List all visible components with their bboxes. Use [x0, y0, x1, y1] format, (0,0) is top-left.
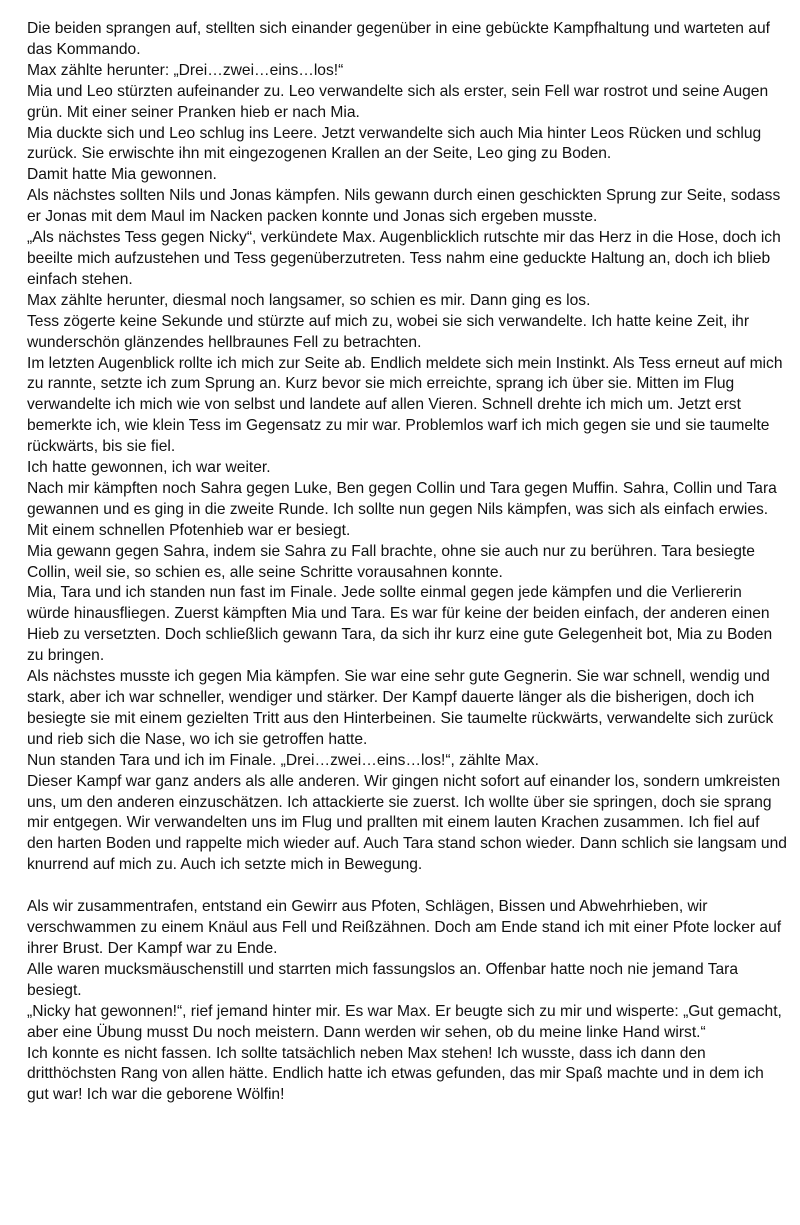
paragraph: Im letzten Augenblick rollte ich mich zur Seite ab. Endlich meldete sich mein Instinkt. Als Tess erneut auf mich zu rannte, setzte ich zum Sprung an. Kurz bevor sie mich erreichte, sprang ich über sie. Mitten im Flug verwandelte ich mich wie von selbst und landete auf allen Vieren. Schnell drehte ich mich um. Jetzt erst bemerkte ich, wie klein Tess im Gegensatz zu mir war. Problemlos warf ich mich gegen sie und sie taumelte rückwärts, bis sie fiel.	[27, 354, 783, 456]
paragraph: „Als nächstes Tess gegen Nicky“, verkündete Max. Augenblicklich rutschte mir das Herz in die Hose, doch ich beeilte mich aufzustehen und Tess gegenüberzutreten. Tess nahm eine geduckte Haltung an, doch ich blieb einfach stehen.	[27, 229, 781, 288]
paragraph: Dieser Kampf war ganz anders als alle anderen. Wir gingen nicht sofort auf einander los, sondern umkreisten uns, um den anderen einzuschätzen. Ich attackierte sie zuerst. Ich wollte über sie springen, doch sie sprang mir entgegen. Wir verwandelten uns im Flug und prallten mit einem lauten Krachen zusammen. Ich fiel auf den harten Boden und rappelte mich wieder auf. Auch Tara stand schon wieder. Dann schlich sie langsam und knurrend auf mich zu. Auch ich setzte mich in Bewegung.	[27, 772, 787, 874]
paragraph: Als nächstes musste ich gegen Mia kämpfen. Sie war eine sehr gute Gegnerin. Sie war schnell, wendig und stark, aber ich war schneller, wendiger und stärker. Der Kampf dauerte länger als die bisherigen, doch ich besiegte sie mit einem gezielten Tritt aus den Hinterbeinen. Sie taumelte rückwärts, verwandelte sich zurück und rieb sich die Nase, wo ich sie getroffen hatte.	[27, 668, 774, 748]
paragraph: Mia gewann gegen Sahra, indem sie Sahra zu Fall brachte, ohne sie auch nur zu berühren. Tara besiegte Collin, weil sie, so schien es, alle seine Schritte vorausahnen konnte.	[27, 542, 755, 581]
paragraph: Mia und Leo stürzten aufeinander zu. Leo verwandelte sich als erster, sein Fell war rostrot und seine Augen grün. Mit einer seiner Pranken hieb er nach Mia.	[27, 82, 769, 121]
paragraph: Die beiden sprangen auf, stellten sich einander gegenüber in eine gebückte Kampfhaltung und warteten auf das Kommando.	[27, 20, 770, 58]
paragraph: Nun standen Tara und ich im Finale. „Drei…zwei…eins…los!“, zählte Max.	[27, 751, 539, 769]
paragraph: Mia duckte sich und Leo schlug ins Leere. Jetzt verwandelte sich auch Mia hinter Leos Rücken und schlug zurück. Sie erwischte ihn mit eingezogenen Krallen an der Seite, Leo ging zu Boden.	[27, 124, 762, 163]
paragraph: Tess zögerte keine Sekunde und stürzte auf mich zu, wobei sie sich verwandelte. Ich hatte keine Zeit, ihr wunderschön glänzendes hellbraunes Fell zu betrachten.	[27, 312, 750, 351]
paragraph: Mia, Tara und ich standen nun fast im Finale. Jede sollte einmal gegen jede kämpfen und die Verliererin würde hinausfliegen. Zuerst kämpften Mia und Tara. Es war für keine der beiden einfach, der anderen einen Hieb zu versetzten. Doch schließlich gewann Tara, da sich ihr kurz eine gute Gelegenheit bot, Mia zu Boden zu bringen.	[27, 584, 773, 665]
paragraph: Ich hatte gewonnen, ich war weiter.	[27, 459, 271, 477]
paragraph: Alle waren mucksmäuschenstill und starrten mich fassungslos an. Offenbar hatte noch nie jemand Tara besiegt.	[27, 960, 739, 999]
paragraph: Max zählte herunter, diesmal noch langsamer, so schien es mir. Dann ging es los.	[27, 291, 591, 309]
paragraph: Max zählte herunter: „Drei…zwei…eins…los!“	[27, 61, 344, 79]
paragraph: Ich konnte es nicht fassen. Ich sollte tatsächlich neben Max stehen! Ich wusste, dass ich dann den dritthöchsten Rang von allen hätte. Endlich hatte ich etwas gefunden, das mir Spaß machte und in dem ich gut war! Ich war die geborene Wölfin!	[27, 1044, 764, 1104]
paragraph: „Nicky hat gewonnen!“, rief jemand hinter mir. Es war Max. Er beugte sich zu mir und wisperte: „Gut gemacht, aber eine Übung musst Du noch meistern. Dann werden wir sehen, ob du meine linke Hand wirst.“	[27, 1002, 782, 1041]
paragraph: Nach mir kämpften noch Sahra gegen Luke, Ben gegen Collin und Tara gegen Muffin. Sahra, Collin und Tara gewannen und es ging in die zweite Runde. Ich sollte nun gegen Nils kämpfen, was sich als einfach erwies. Mit einem schnellen Pfotenhieb war er besiegt.	[27, 479, 777, 539]
paragraph: Als nächstes sollten Nils und Jonas kämpfen. Nils gewann durch einen geschickten Sprung zur Seite, sodass er Jonas mit dem Maul im Nacken packen konnte und Jonas sich ergeben musste.	[27, 187, 781, 226]
paragraph: Damit hatte Mia gewonnen.	[27, 166, 217, 184]
paragraph: Als wir zusammentrafen, entstand ein Gewirr aus Pfoten, Schlägen, Bissen und Abwehrhieben, wir verschwammen zu einem Knäul aus Fell und Reißzähnen. Doch am Ende stand ich mit einer Pfote locker auf ihrer Brust. Der Kampf war zu Ende.	[27, 898, 782, 957]
blank-line	[27, 876, 787, 897]
document-page	[27, 19, 787, 1106]
